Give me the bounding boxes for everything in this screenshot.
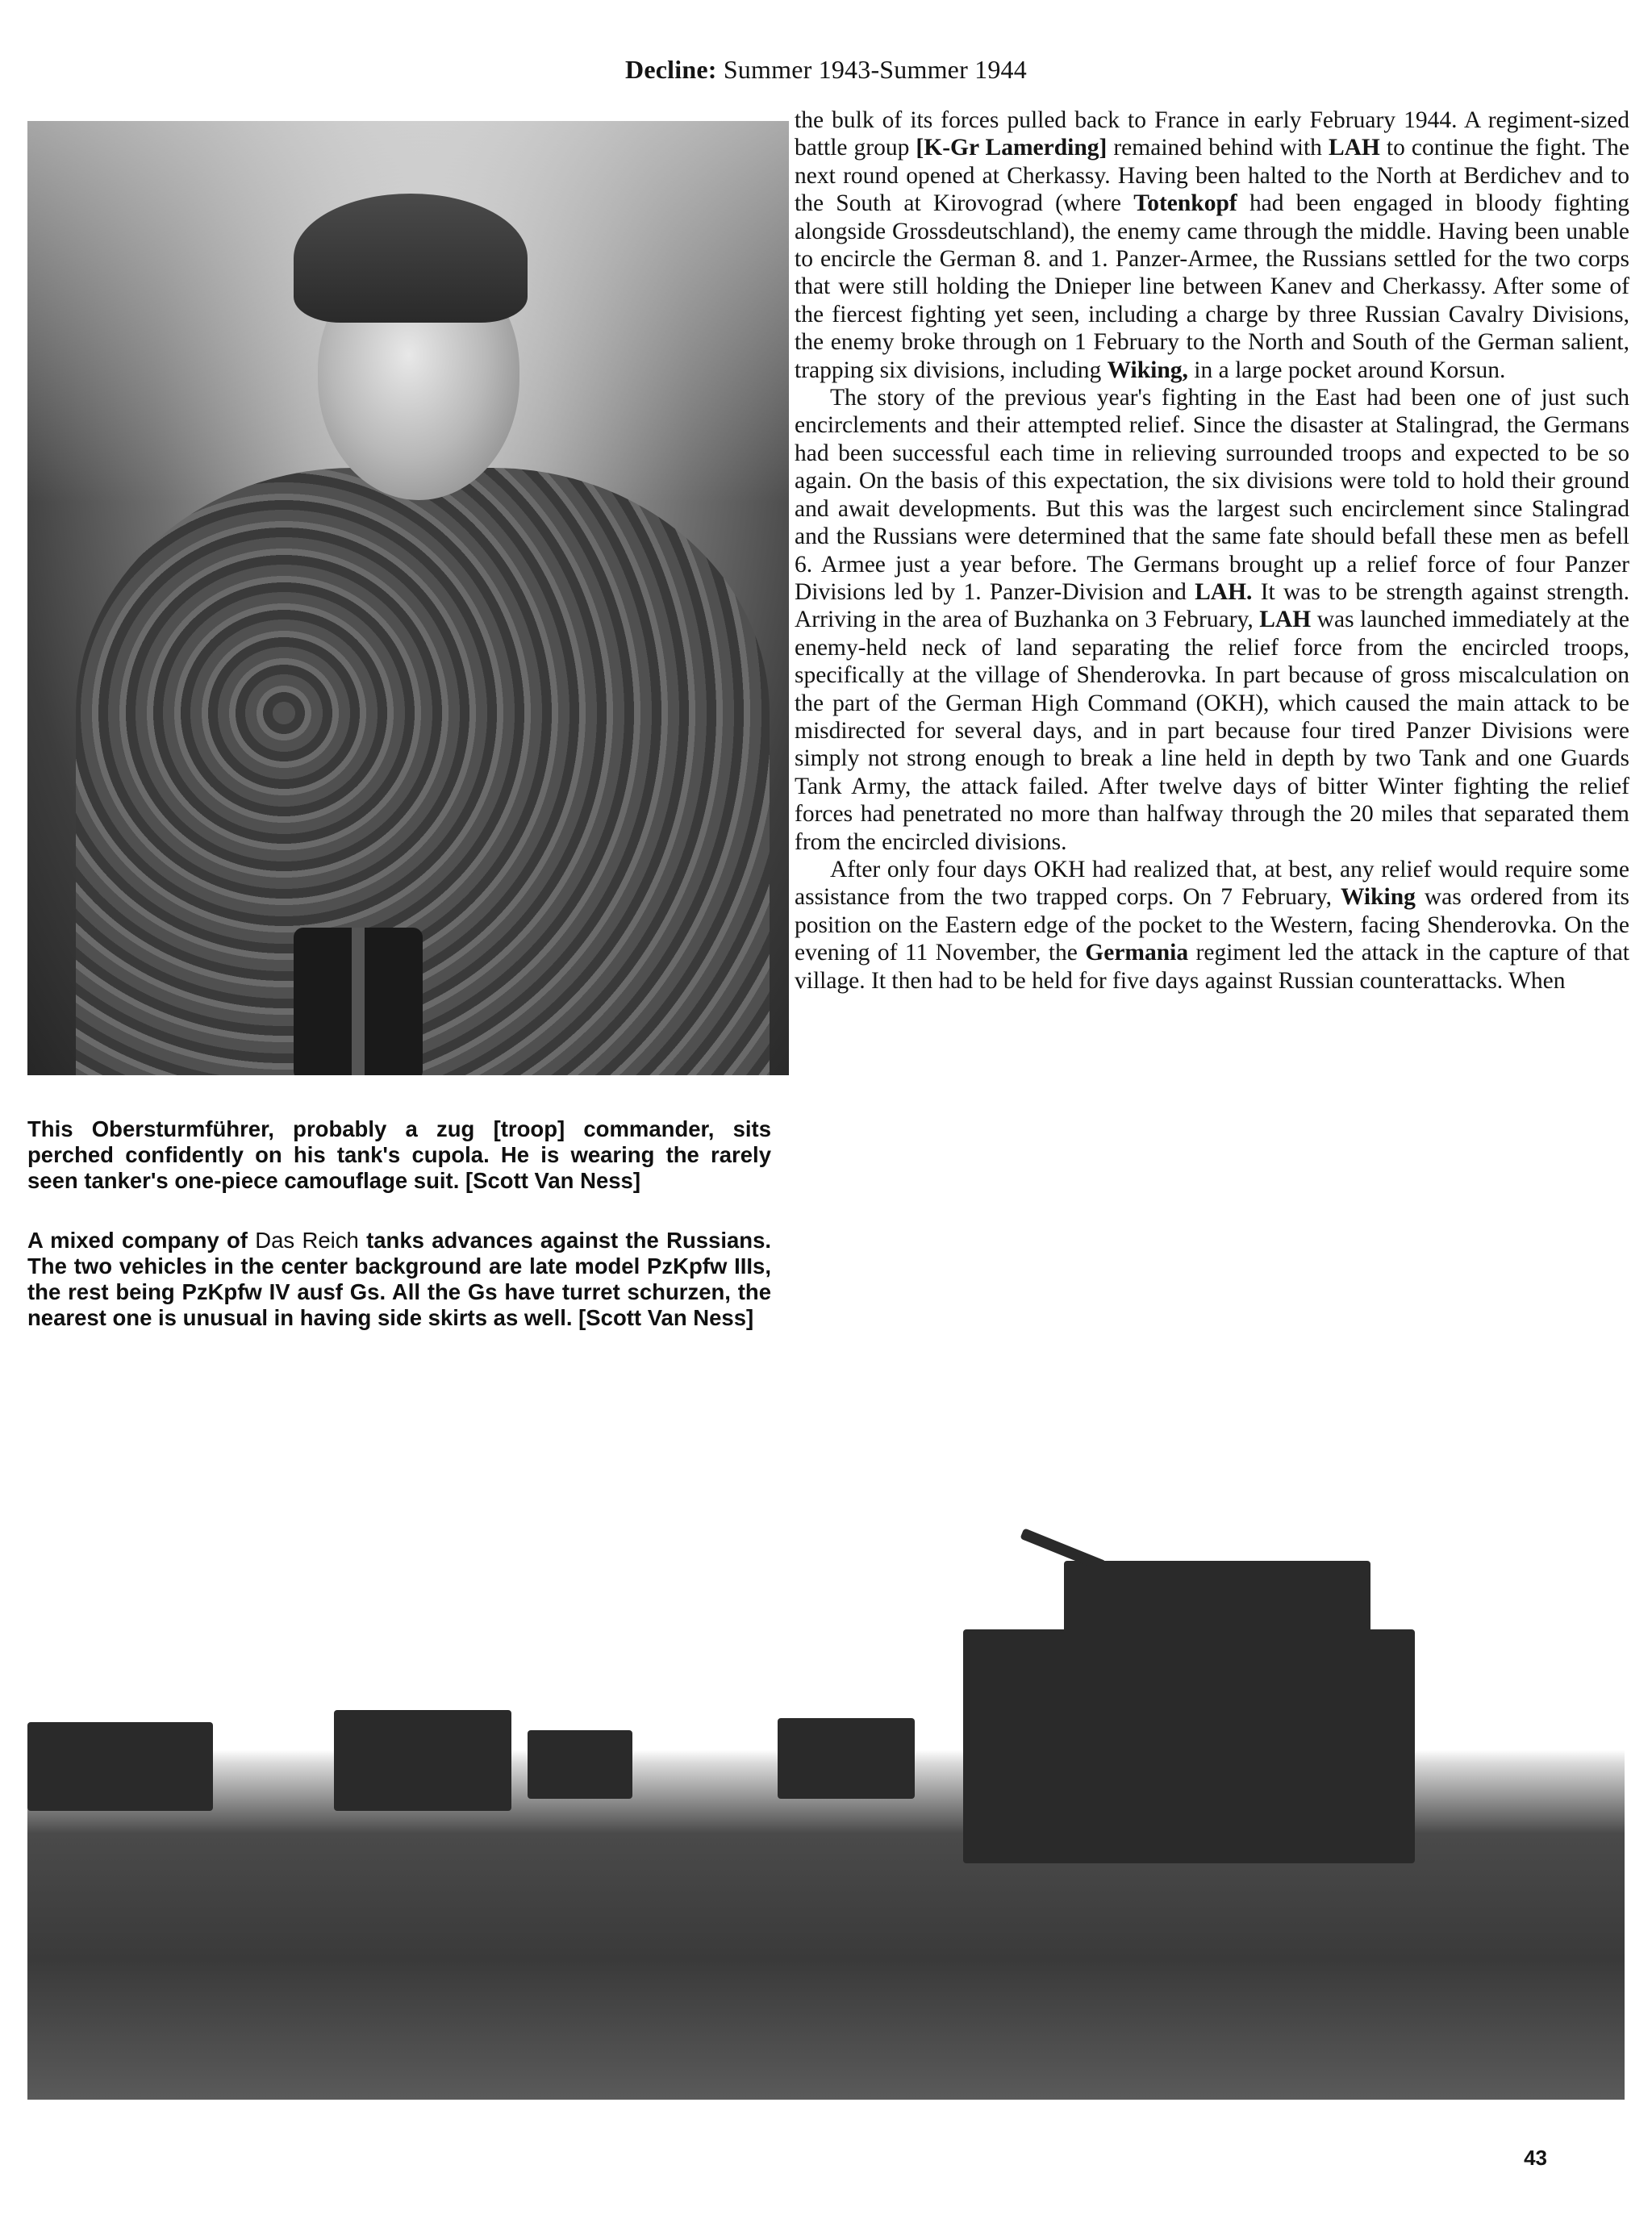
p1-text-c: remained behind with xyxy=(1113,135,1322,161)
tanks-caption-part2: tanks advances against the Russians. The two vehicles in the center background are late model PzKpfw IIIs, the rest being PzKpfw IV ausf Gs. All the Gs have turret schurzen, the nearest one is unusual in having side skirts as well. [Scott Van Ness] xyxy=(27,1228,771,1330)
page-number: 43 xyxy=(1524,2146,1547,2170)
portrait-caption: This Obersturmführer, probably a zug [troop] commander, sits perched confidently on his tank's cupola. He is wearing the rarely seen tanker's one-piece camouflage suit. [Scott Van Ness] xyxy=(27,1116,771,1193)
tank-silhouette xyxy=(528,1730,632,1799)
p3-text-a: After only four days OKH had realized that, at best, any relief would require some assistance from the two trapped corps. On 7 February, xyxy=(795,856,1629,911)
p3-bold-wiking: Wiking xyxy=(1340,884,1416,911)
photo-figure-body xyxy=(76,468,770,1075)
tank-silhouette xyxy=(334,1710,511,1811)
body-text xyxy=(795,106,1629,995)
tank-silhouette-near xyxy=(963,1629,1415,1863)
running-header xyxy=(0,55,1652,85)
p1-text-g: had been engaged in bloody fighting alongside Grossdeutschland), the enemy came through the middle. Having been unable to encircle the German 8. and 1. Panzer-Armee, the Russians settled for the two corps that were still holding the Dnieper line between Kanev and Cherkassy. After some of the fiercest fighting yet seen, including a charge by three Russian Cavalry Divisions, the enemy broke through on 1 February to the North and South of the German salient, trapping six divisions, including xyxy=(795,190,1630,383)
photo-binoculars xyxy=(294,928,423,1075)
p2-bold-lah-2: LAH xyxy=(1259,607,1312,633)
photo-figure-cap xyxy=(294,194,528,323)
p1-text-e: to continue the fight. The next round opened at Cherkassy. Having been halted to the North at Berdichev and to the South at Kirovograd (where xyxy=(795,135,1630,217)
paragraph-1 xyxy=(795,106,1629,384)
captions xyxy=(27,1116,771,1365)
portrait-photo xyxy=(27,121,789,1075)
header-section: Decline: xyxy=(625,55,717,84)
p2-text-c: It was to be strength against strength. Arriving in the area of Buzhanka on 3 February, xyxy=(795,578,1630,633)
tank-gun-barrel xyxy=(1020,1528,1106,1571)
tank-turret xyxy=(1064,1561,1370,1650)
p1-bold-wiking: Wiking, xyxy=(1107,357,1188,383)
tanks-caption xyxy=(27,1228,771,1331)
p3-bold-germania: Germania xyxy=(1085,940,1189,966)
p1-text-i: in a large pocket around Korsun. xyxy=(1194,357,1506,383)
p3-text-e: regiment led the attack in the capture of that village. It then had to be held for five days against Russian counterattacks. When xyxy=(795,940,1629,994)
p1-bold-lah: LAH xyxy=(1328,135,1380,161)
header-subtitle: Summer 1943-Summer 1944 xyxy=(723,55,1027,84)
p2-bold-lah: LAH. xyxy=(1195,578,1253,605)
tanks-caption-unit: Das Reich xyxy=(255,1228,359,1253)
tank-silhouette xyxy=(778,1718,915,1799)
p1-text-a: the bulk of its forces pulled back to France in early February 1944. A regiment-sized battle group xyxy=(795,107,1629,161)
p1-bold-totenkopf: Totenkopf xyxy=(1133,190,1237,217)
tanks-caption-part1: A mixed company of xyxy=(27,1228,248,1253)
tanks-photo xyxy=(27,1399,1625,2100)
paragraph-3 xyxy=(795,856,1629,995)
paragraph-2 xyxy=(795,384,1629,856)
p2-text-e: was launched immediately at the enemy-held neck of land separating the relief force from the encircled troops, specifically at the village of Shenderovka. In part because of gross miscalculation on the part of the German High Command (OKH), which caused the main attack to be misdirected for several days, and in part because four tired Panzer Divisions were simply not strong enough to break a line held in depth by two Tank and one Guards Tank Army, the attack failed. After twelve days of bitter Winter fighting the relief forces had penetrated no more than halfway through the 20 miles that separated them from the encircled divisions. xyxy=(795,607,1630,855)
p2-text-a: The story of the previous year's fighting in the East had been one of just such encirclements and their attempted relief. Since the disaster at Stalingrad, the Germans had been successful each time in relieving surrounded troops and expected to be so again. On the basis of this expectation, the six divisions were told to hold their ground and await developments. But this was the largest such encirclement since Stalingrad and the Russians were determined that the same fate should befall these men as befell 6. Armee just a year before. The Germans brought up a relief force of four Panzer Divisions led by 1. Panzer-Division and xyxy=(795,385,1629,605)
tank-silhouette xyxy=(27,1722,213,1811)
p1-bold-kgr: [K-Gr Lamerding] xyxy=(916,135,1108,161)
p3-text-c: was ordered from its position on the Eastern edge of the pocket to the Western, facing Shenderovka. On the evening of 11 November, the xyxy=(795,884,1629,966)
